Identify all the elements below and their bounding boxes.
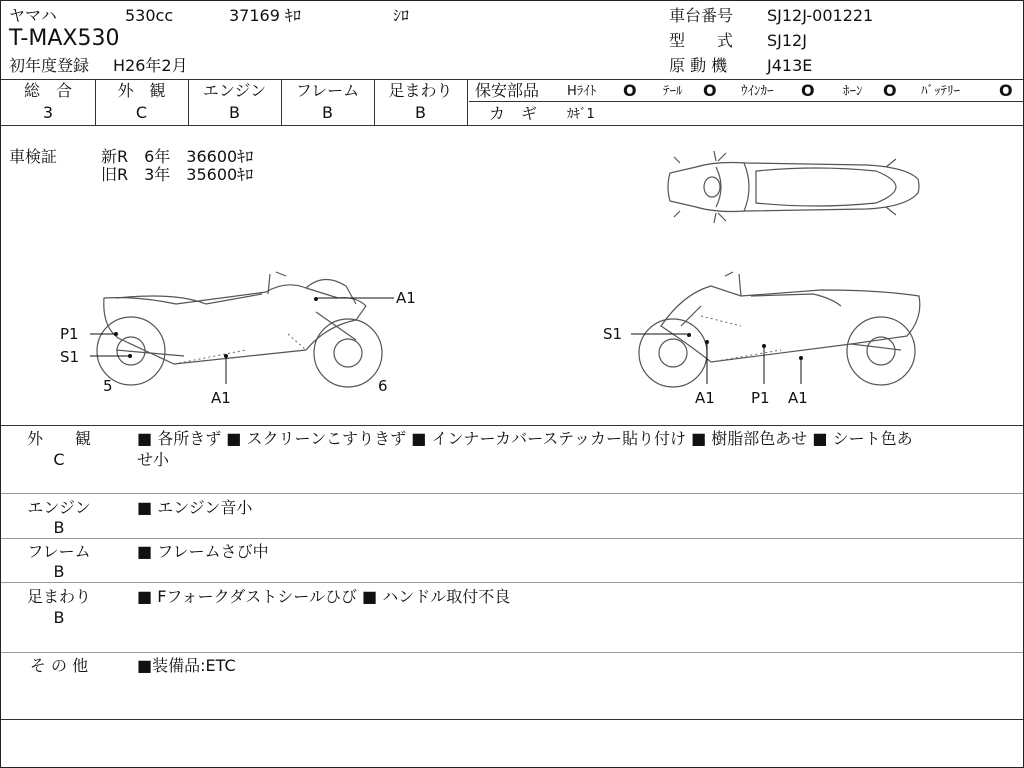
grade-exterior-label: 外 観 [117,81,166,100]
safety-horn-label: ﾎｰﾝ [843,84,863,99]
scooter-top-view [656,149,926,229]
safety-winker-label: ｳｲﾝｶｰ [741,84,774,99]
remark-suspension-grade: B [53,608,65,627]
engine-model-value: J413E [767,56,813,75]
grade-overall-label: 総 合 [23,81,72,100]
key-value: ｶｷﾞ1 [567,107,595,122]
grade-table-top-border [1,79,1023,80]
safety-battery-label: ﾊﾞｯﾃﾘｰ [921,84,960,99]
engine-model-label: 原 動 機 [669,56,728,75]
grade-table-bottom-border [1,125,1023,126]
model-name: T-MAX530 [9,26,120,51]
remark-frame-grade: B [53,562,65,581]
frame-number-label: 車台番号 [669,6,734,25]
safety-battery-mark: O [999,81,1013,100]
left-label-a1-screen: A1 [396,289,416,307]
remark-divider [1,582,1023,583]
remark-exterior-text-cont: せ小 [137,450,170,469]
left-label-6: 6 [378,377,388,395]
first-registration-label: 初年度登録 [9,56,90,75]
inspection-new: 新R 6年 36600ｷﾛ [101,147,254,166]
grade-frame-value: B [322,103,333,122]
color: ｼﾛ [393,6,410,25]
scooter-left-view [56,266,431,411]
grade-frame-label: フレーム [295,81,360,100]
remark-engine-label: エンジン [27,498,91,517]
frame-number-value: SJ12J-001221 [767,6,874,25]
left-label-5: 5 [103,377,113,395]
remark-exterior-text: ■ 各所きず ■ スクリーンこすりきず ■ インナーカバーステッカー貼り付け ■ 樹脂部色あせ ■ シート色あ [137,429,913,448]
first-registration-value: H26年2月 [113,56,188,75]
remark-engine-grade: B [53,518,65,537]
safety-parts-title: 保安部品 [475,81,540,100]
grade-divider [467,79,468,125]
mileage: 37169 ｷﾛ [229,6,301,25]
remark-other-label: そ の 他 [29,656,89,675]
grade-overall-value: 3 [42,103,54,122]
safety-headlight-mark: O [623,81,637,100]
remark-exterior-label: 外 観 [26,429,91,448]
grade-engine-label: エンジン [202,81,267,100]
safety-horn-mark: O [883,81,897,100]
remark-divider [1,538,1023,539]
left-label-s1: S1 [60,348,80,366]
inspection-label: 車検証 [9,147,58,166]
scooter-right-view [601,266,931,411]
left-label-p1: P1 [60,325,79,343]
remark-frame-text: ■ フレームさび中 [137,542,269,561]
grade-table-mid-border [469,101,1023,102]
remark-suspension-label: 足まわり [26,587,91,606]
right-label-s1: S1 [603,325,623,343]
remark-suspension-text: ■ Fフォークダストシールひび ■ ハンドル取付不良 [137,587,511,606]
remark-divider [1,493,1023,494]
grade-suspension-value: B [415,103,426,122]
type-label: 型 式 [669,31,734,50]
right-label-p1: P1 [751,389,770,407]
displacement: 530cc [125,6,174,25]
grade-exterior-value: C [135,103,148,122]
right-label-a1-front: A1 [695,389,715,407]
grade-engine-value: B [229,103,240,122]
remark-engine-text: ■ エンジン音小 [137,498,253,517]
left-label-a1-cover: A1 [211,389,231,407]
right-label-a1-rear: A1 [788,389,808,407]
type-value: SJ12J [767,31,807,50]
safety-winker-mark: O [801,81,815,100]
safety-tail-mark: O [703,81,717,100]
safety-headlight-label: Hﾗｲﾄ [567,84,597,99]
inspection-old: 旧R 3年 35600ｷﾛ [101,165,254,184]
safety-tail-label: ﾃｰﾙ [663,84,683,99]
remark-exterior-grade: C [53,450,65,469]
remark-frame-label: フレーム [27,542,91,561]
key-label: カ ギ [489,104,538,123]
grade-suspension-label: 足まわり [388,81,453,100]
remark-divider [1,652,1023,653]
remarks-bottom-border [1,719,1023,720]
remarks-top-border [1,425,1023,426]
maker: ヤマハ [9,6,57,25]
remark-other-text: ■装備品:ETC [137,656,236,675]
